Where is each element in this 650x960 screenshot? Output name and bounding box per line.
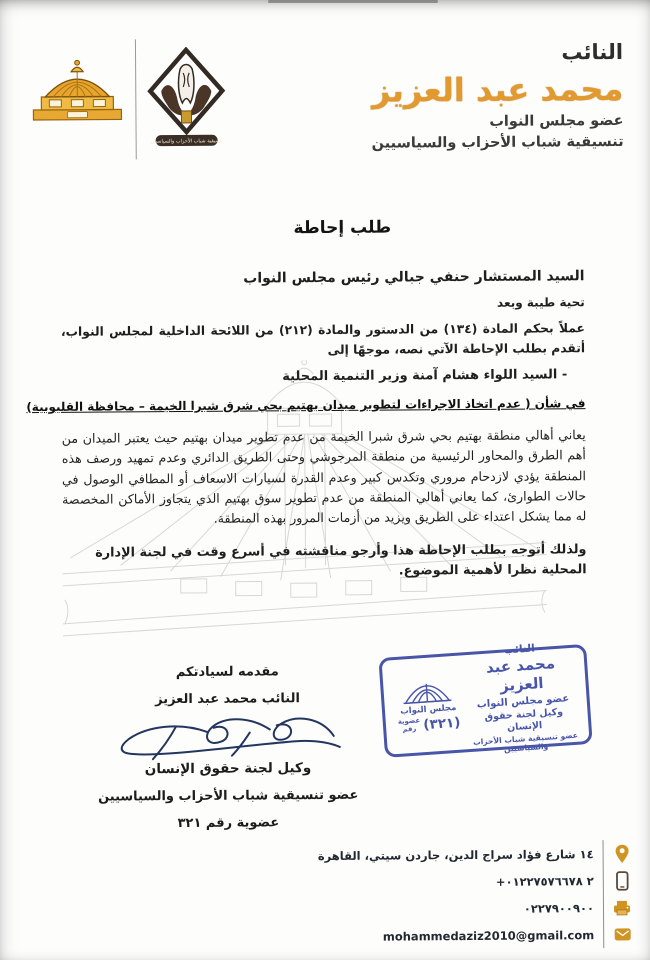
letterhead-mp-block <box>371 40 624 152</box>
footer-divider-line <box>603 894 604 921</box>
mp-role-council: عضو مجلس النواب <box>489 112 624 130</box>
coordination-logo-caption: تنسيقية شباب الأحزاب والسياسيين <box>150 138 223 145</box>
stamp-role-committee: وكيل لجنة حقوق الإنسان <box>484 706 564 734</box>
stamp-membership-number: (٣٢١) <box>422 714 461 733</box>
youth-coordination-diamond-logo-icon <box>147 47 226 152</box>
mp-title-label: النائب <box>561 39 624 65</box>
directed-to-line: - السيد اللواء هشام آمنة وزير التنمية المحلية <box>282 367 568 385</box>
parliament-dome-logo-icon <box>27 59 127 126</box>
letter-body <box>26 216 587 584</box>
email-envelope-icon <box>614 928 631 941</box>
mobile-phone-icon <box>615 870 628 890</box>
fax-machine-icon <box>613 899 631 915</box>
logo-divider-line <box>135 39 137 159</box>
stamp-dome-icon <box>399 676 455 706</box>
phone-row <box>318 867 633 896</box>
subject-line: في شأن ( عدم اتخاذ الاجراءات لتطوير ميدان بهتيم بحي شرق شبرا الخيمة – محافظة القليوبية) <box>26 395 586 414</box>
handwritten-signature <box>110 708 346 762</box>
closing-paragraph: ولذلك أتوجه بطلب الإحاطة هذا وأرجو مناقشته في أسرع وقت في لجنة الإدارة المحلية نظرا لأهمية الموضوع. <box>95 541 587 579</box>
stamp-text-column <box>462 642 583 755</box>
document-title: طلب إحاطة <box>293 217 392 239</box>
legal-basis-paragraph: عملاً بحكم المادة (١٣٤) من الدستور والمادة (٢١٢) من اللائحة الداخلية لمجلس النواب، أتقدم بطلب الإحاطة الآتي نصه، موجهًا إلى <box>60 321 586 358</box>
footer-divider-line <box>603 867 604 894</box>
membership-number-line: عضوية رقم ٣٢١ <box>177 815 280 832</box>
mp-name: محمد عبد العزيز <box>371 69 624 110</box>
footer-divider-line <box>603 921 604 948</box>
greeting-line: تحية طيبة وبعد <box>496 295 585 310</box>
location-pin-icon <box>614 843 629 863</box>
letterhead-logos <box>23 39 229 165</box>
stamp-membership-word1: عضوية <box>397 716 421 726</box>
stamp-emblem-column <box>388 660 468 749</box>
signatory-name: النائب محمد عبد العزيز <box>155 691 300 708</box>
fax-text: ٠٢٢٧٩٠٠٩٠٠ <box>523 900 595 916</box>
signature-block <box>87 664 368 832</box>
address-text: ١٤ شارع فؤاد سراج الدين، جاردن سيتي، القاهرة <box>317 846 594 863</box>
addressee-line: السيد المستشار حنفي جبالي رئيس مجلس النواب <box>243 268 585 287</box>
stamp-name: محمد عبد العزيز <box>485 654 556 695</box>
main-body-paragraph: يعاني أهالي منطقة بهتيم بحي شرق شبرا الخيمة من عدم تطوير ميدان بهتيم حيث يعتبر الميدان من أهم الطرق والمحاور الرئيسية من منطقة المرجوشي وحتى الطريق الدائري وعدم تمهيد ورصف هذه المنطقة يؤدي لازدحام مروري وتكدس كبير وعدم القدرة لسيارات الاسعاف أو المطافي الوصول في حالات الطوارئ، كما يعاني أهالي المنطقة من عدم تطوير سوق بهتيم الذي يتجاوز الأماكن المخصصة له مما يشكل اعتداء على الطريق ويزيد من أزمات المرور بهذه المنطقة. <box>61 426 587 527</box>
fax-row <box>318 894 633 923</box>
stamp-role-council: عضو مجلس النواب <box>476 692 570 711</box>
address-row <box>318 840 633 869</box>
stamp-title-label: النائب <box>503 642 536 657</box>
email-row <box>318 921 633 950</box>
stamp-membership <box>398 714 461 734</box>
signatory-title-committee: وكيل لجنة حقوق الإنسان <box>144 760 312 778</box>
stamp-membership-word2: رقم <box>402 724 417 734</box>
footer-divider-line <box>603 840 604 867</box>
contact-footer <box>318 840 634 950</box>
mp-ink-stamp <box>378 644 592 758</box>
presented-by-line: مقدمه لسيادتكم <box>175 664 279 681</box>
email-text: mohammedaziz2010@gmail.com <box>382 927 595 944</box>
stamp-membership-label <box>398 717 421 733</box>
signatory-title-coordination: عضو تنسيقية شباب الأحزاب والسياسيين <box>97 787 359 805</box>
stamp-role-coordination: عضو تنسيقية شباب الأحزاب والسياسيين <box>472 730 579 755</box>
stamp-council-label: مجلس النواب <box>399 702 457 717</box>
phone-text: +٢ ٠١٢٢٧٥٧٦٦٧٨ <box>495 873 594 889</box>
mp-role-coordination: تنسيقية شباب الأحزاب والسياسيين <box>371 133 624 152</box>
